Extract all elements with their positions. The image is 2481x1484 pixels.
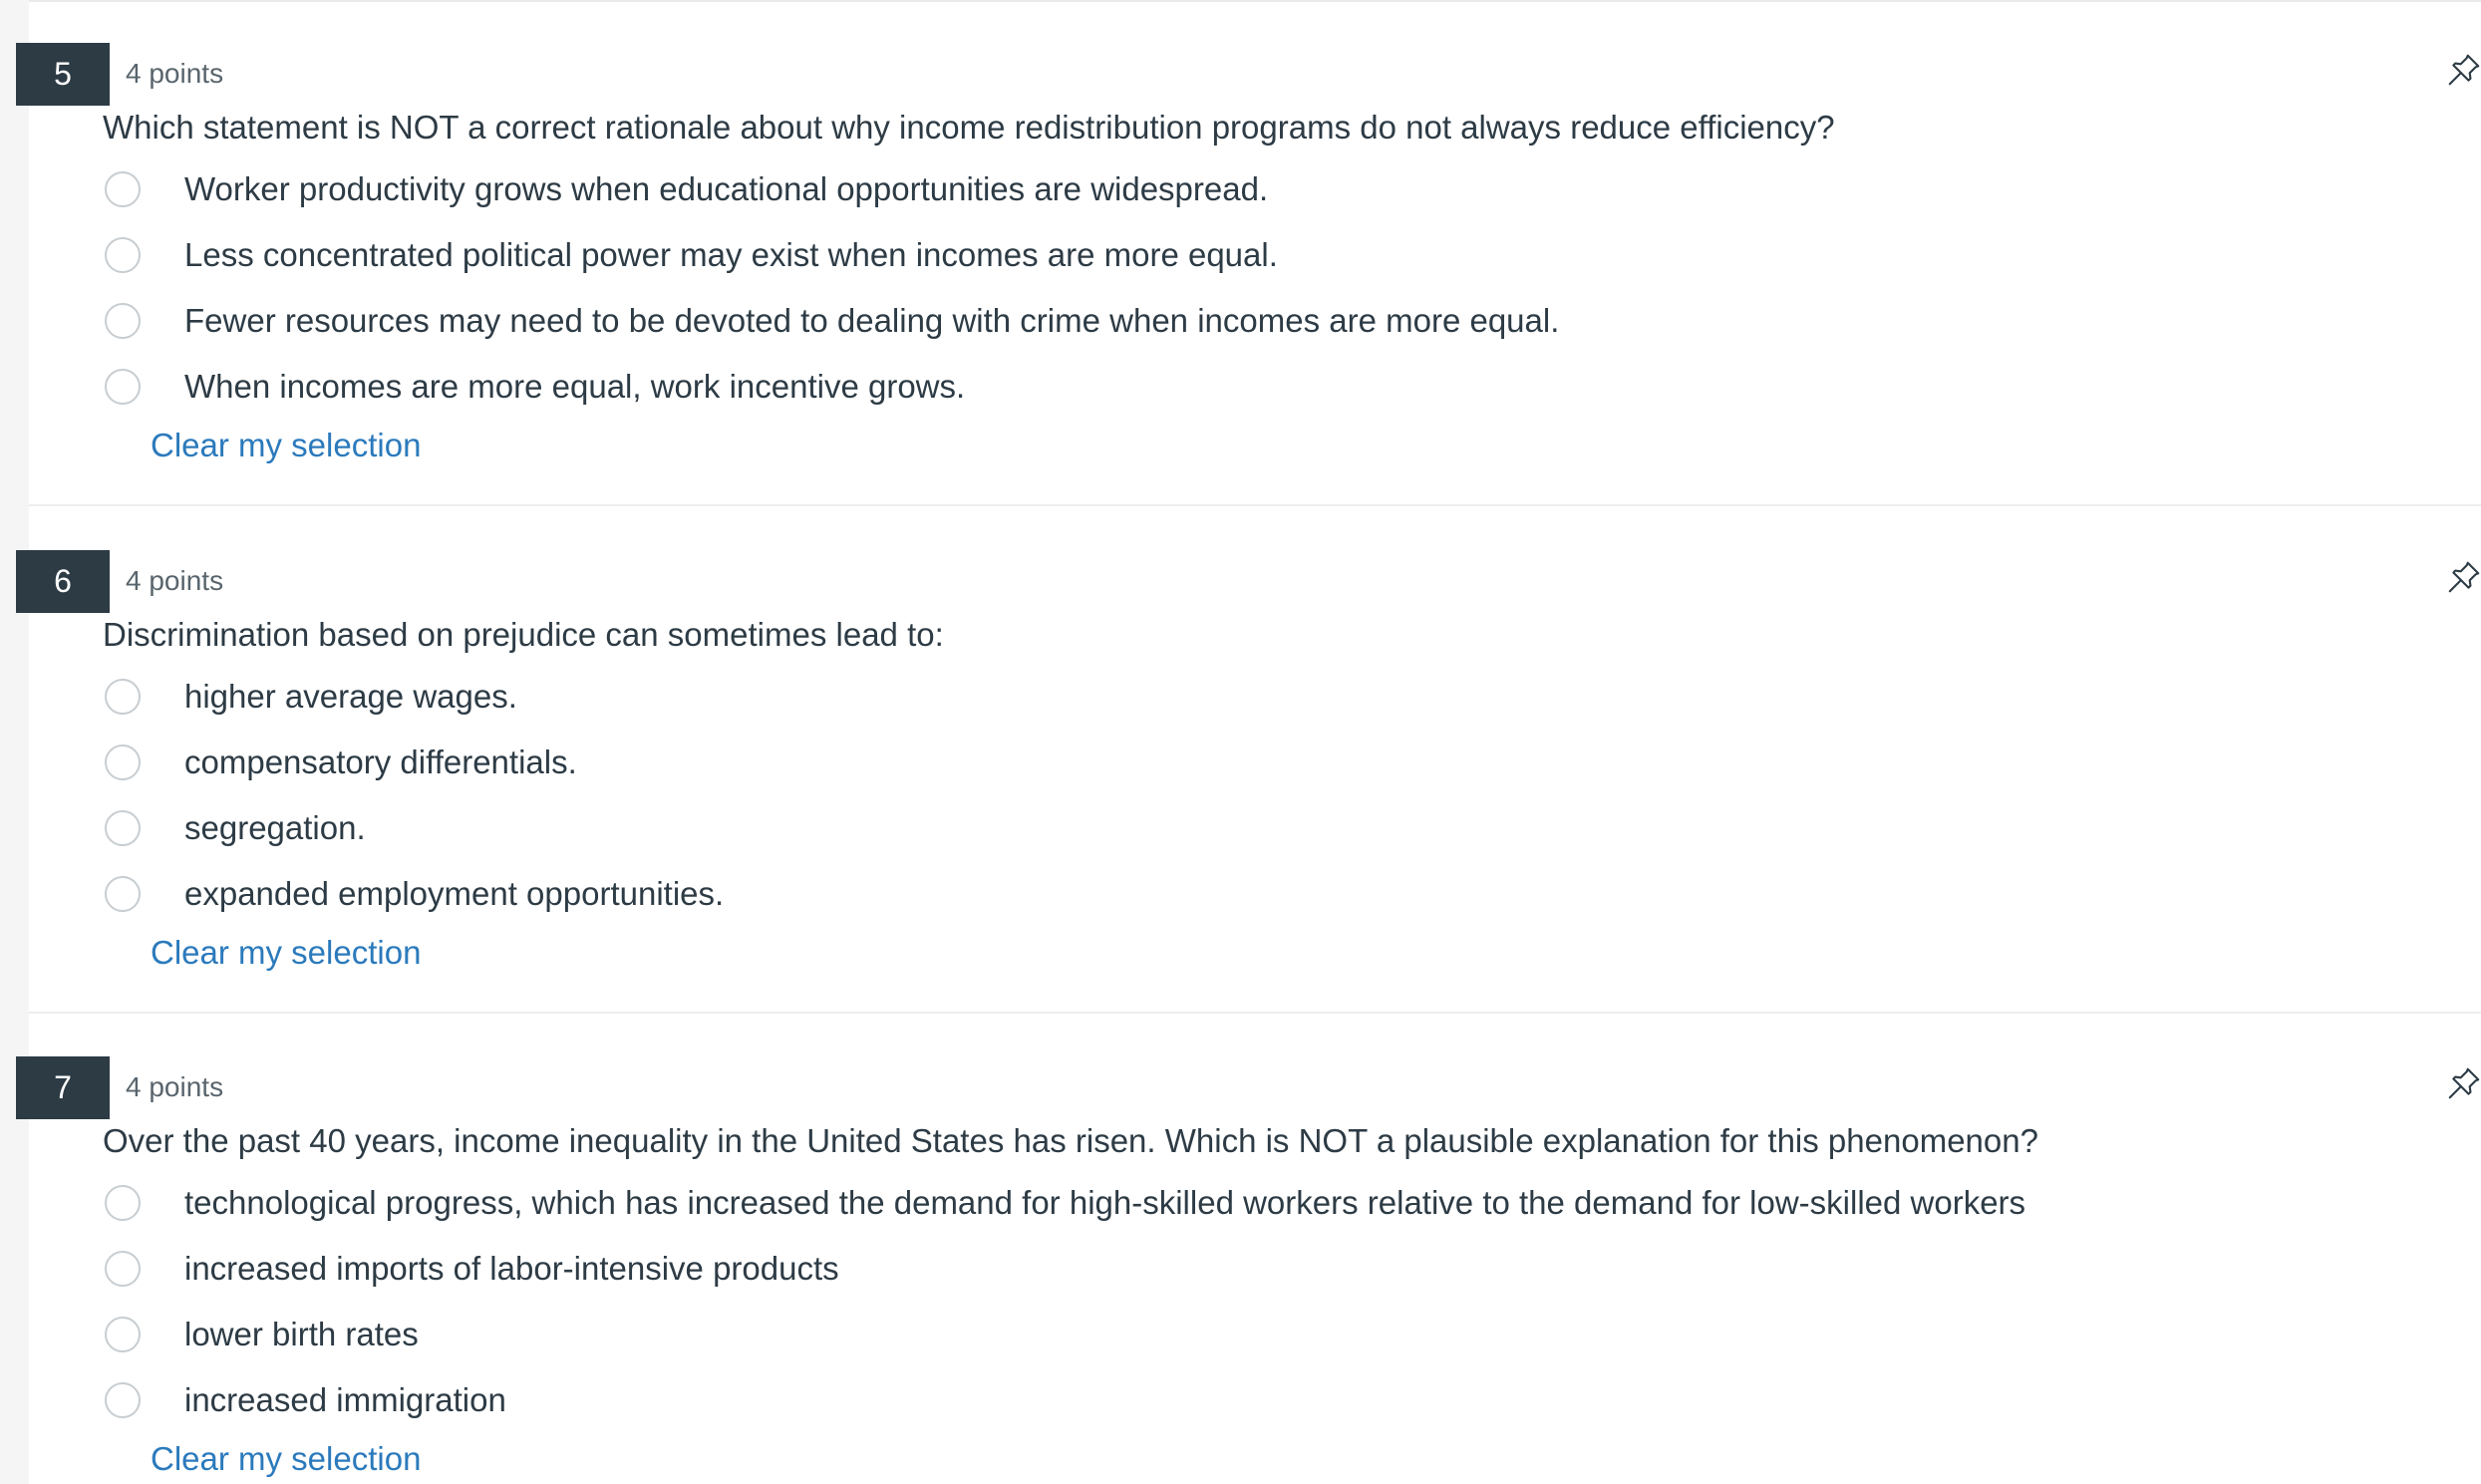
- pin-icon[interactable]: [2446, 1065, 2481, 1101]
- answer-label: Fewer resources may need to be devoted to dealing with crime when incomes are more equal.: [184, 302, 1560, 339]
- answer-label: When incomes are more equal, work incentive grows.: [184, 368, 966, 405]
- answer-option[interactable]: [0, 1175, 2392, 1235]
- radio-button[interactable]: [105, 237, 141, 273]
- radio-button[interactable]: [105, 810, 141, 846]
- answer-option[interactable]: [0, 735, 2392, 794]
- answer-label: technological progress, which has increased the demand for high-skilled workers relative to the demand for low-skilled workers: [184, 1184, 2026, 1221]
- answer-option[interactable]: [0, 1372, 2392, 1432]
- radio-button[interactable]: [105, 369, 141, 405]
- question-divider: [29, 504, 2481, 506]
- answer-label: Less concentrated political power may exist when incomes are more equal.: [184, 236, 1278, 273]
- question-points: 4 points: [126, 565, 224, 596]
- question-text: Discrimination based on prejudice can sometimes lead to:: [103, 616, 944, 653]
- radio-button[interactable]: [105, 1382, 141, 1418]
- answer-label: increased immigration: [184, 1381, 506, 1418]
- answer-option[interactable]: [0, 866, 2392, 926]
- clear-selection-link[interactable]: Clear my selection: [151, 1440, 422, 1477]
- radio-button[interactable]: [105, 744, 141, 780]
- clear-selection-link[interactable]: Clear my selection: [151, 427, 422, 463]
- pin-icon[interactable]: [2446, 559, 2481, 595]
- question-points: 4 points: [126, 1071, 224, 1102]
- question-number: 7: [16, 1056, 110, 1119]
- answer-label: expanded employment opportunities.: [184, 875, 725, 912]
- question-7: [0, 1014, 2481, 1484]
- question-number: 6: [16, 550, 110, 613]
- answer-label: Worker productivity grows when educational opportunities are widespread.: [184, 170, 1269, 207]
- answer-label: higher average wages.: [184, 678, 517, 715]
- answer-label: compensatory differentials.: [184, 743, 577, 780]
- answer-option[interactable]: [0, 800, 2392, 860]
- question-number: 5: [16, 43, 110, 106]
- answer-label: lower birth rates: [184, 1316, 419, 1352]
- answer-option[interactable]: [0, 1241, 2392, 1301]
- answer-label: segregation.: [184, 809, 366, 846]
- radio-button[interactable]: [105, 171, 141, 207]
- question-5: [0, 0, 2481, 506]
- pin-icon[interactable]: [2446, 52, 2481, 88]
- radio-button[interactable]: [105, 1185, 141, 1221]
- question-text: Which statement is NOT a correct rationale about why income redistribution programs do not always reduce efficiency?: [103, 109, 1835, 146]
- answer-label: increased imports of labor-intensive products: [184, 1250, 839, 1287]
- radio-button[interactable]: [105, 303, 141, 339]
- answer-option[interactable]: [0, 359, 2392, 419]
- radio-button[interactable]: [105, 679, 141, 715]
- answer-option[interactable]: [0, 227, 2392, 287]
- answer-option[interactable]: [0, 161, 2392, 221]
- answer-option[interactable]: [0, 1307, 2392, 1366]
- radio-button[interactable]: [105, 1251, 141, 1287]
- question-6: [0, 507, 2481, 1014]
- answer-option[interactable]: [0, 669, 2392, 729]
- answer-option[interactable]: [0, 293, 2392, 353]
- question-text: Over the past 40 years, income inequality in the United States has risen. Which is NOT a plausible explanation for this phenomenon?: [103, 1122, 2038, 1159]
- clear-selection-link[interactable]: Clear my selection: [151, 934, 422, 971]
- radio-button[interactable]: [105, 876, 141, 912]
- radio-button[interactable]: [105, 1317, 141, 1352]
- question-points: 4 points: [126, 58, 224, 89]
